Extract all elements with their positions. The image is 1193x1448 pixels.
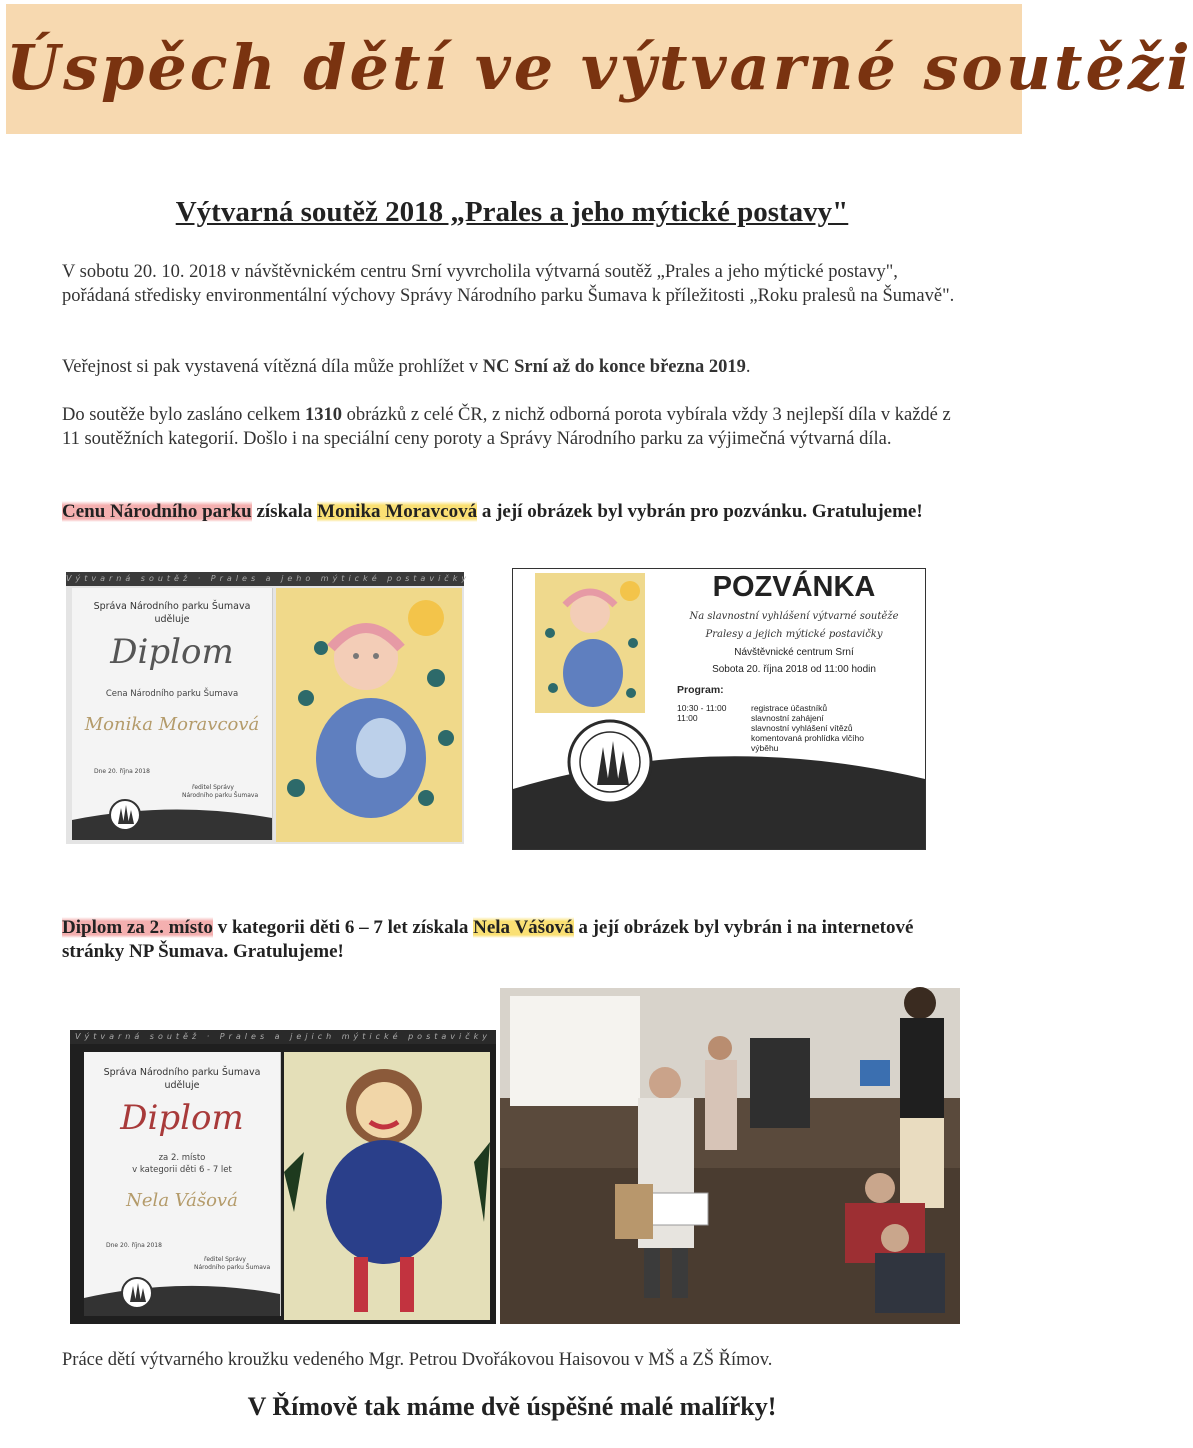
p5-end: a její obrázek byl vybrán i na internetové stránky NP Šumava. Gratulujeme! bbox=[62, 917, 914, 962]
invitation-venue: Návštěvnické centrum Srní bbox=[734, 647, 854, 658]
highlight-winner-1: Monika Moravcová bbox=[317, 501, 478, 522]
program-time-1: 10:30 - 11:00 bbox=[677, 703, 727, 713]
diploma-photo-2 bbox=[70, 1030, 496, 1324]
invitation-heading: POZVÁNKA bbox=[712, 571, 876, 603]
program-item-5: výběhu bbox=[751, 743, 779, 753]
diploma-verb: uděluje bbox=[154, 614, 190, 625]
paragraph-intro: V sobotu 20. 10. 2018 v návštěvnickém centru Srní vyvrcholila výtvarná soutěž „Prales a jeho mýtické postavy", pořádaná středisky environmentální výchovy Správy Národního parku Šumava k příležitosti „Roku pralesů na Šumavě". bbox=[62, 262, 955, 306]
program-item-3: slavnostní vyhlášení vítězů bbox=[751, 723, 853, 733]
p4-mid: získala bbox=[251, 501, 318, 522]
program-item-4: komentovaná prohlídka vlčího bbox=[751, 733, 864, 743]
diploma2-sign-1: ředitel Správy bbox=[204, 1256, 246, 1263]
p3-end: obrázků z celé ČR, z nichž odborná porota vybírala vždy 3 nejlepší díla v každé z 11 soutěžních kategorií. Došlo i na speciální ceny poroty a Správy Národního parku za výjimečná výtvarná díla. bbox=[62, 405, 951, 449]
p3-count: 1310 bbox=[304, 405, 342, 425]
child-painting-1 bbox=[276, 588, 462, 842]
invitation-program-label: Program: bbox=[677, 684, 724, 696]
diploma2-category: v kategorii děti 6 - 7 let bbox=[132, 1165, 232, 1175]
article-title: Výtvarná soutěž 2018 „Prales a jeho mýtické postavy" bbox=[175, 196, 849, 228]
invitation-line-1: Na slavnostní vyhlášení výtvarné soutěže bbox=[689, 611, 899, 622]
p2-bold: NC Srní až do konce března 2019 bbox=[482, 357, 746, 377]
invitation-line-2: Pralesy a jejich mýtické postavičky bbox=[705, 629, 883, 640]
park-seal-icon bbox=[567, 719, 653, 805]
park-logo-icon-2 bbox=[120, 1276, 154, 1310]
diploma2-date: Dne 20. října 2018 bbox=[106, 1242, 162, 1249]
p3-text: Do soutěže bylo zasláno celkem bbox=[62, 405, 305, 425]
paragraph-exhibition bbox=[62, 355, 962, 379]
p2-end: . bbox=[745, 357, 751, 377]
paragraph-stats bbox=[62, 403, 962, 451]
highlight-award-1: Cenu Národního parku bbox=[62, 501, 252, 522]
program-item-2: slavnostní zahájení bbox=[751, 713, 824, 723]
program-time-2: 11:00 bbox=[677, 713, 698, 723]
program-item-1: registrace účastníků bbox=[751, 703, 828, 713]
highlight-award-2: Diplom za 2. místo bbox=[62, 917, 213, 938]
child-painting-2 bbox=[284, 1052, 490, 1320]
event-photo bbox=[500, 988, 960, 1324]
diploma-subtitle: Cena Národního parku Šumava bbox=[105, 689, 239, 699]
park-logo-icon bbox=[108, 798, 142, 832]
diploma-photo-1 bbox=[66, 572, 471, 844]
diploma-org: Správa Národního parku Šumava bbox=[93, 601, 251, 612]
invitation-card bbox=[512, 568, 926, 850]
highlight-winner-2: Nela Vášová bbox=[473, 917, 574, 938]
p2-text: Veřejnost si pak vystavená vítězná díla může prohlížet v bbox=[62, 357, 483, 377]
diploma-strip: Výtvarná soutěž · Prales a jeho mýtické postavičky bbox=[66, 572, 464, 586]
diploma-card-2 bbox=[84, 1052, 281, 1316]
diploma2-title: Diplom bbox=[120, 1098, 244, 1138]
diploma2-verb: uděluje bbox=[164, 1080, 200, 1091]
diploma2-sign-2: Národního parku Šumava bbox=[194, 1264, 271, 1271]
diploma2-recipient: Nela Vášová bbox=[126, 1190, 238, 1211]
invitation-painting bbox=[535, 573, 645, 713]
diploma2-wave bbox=[84, 1276, 280, 1316]
banner-title: Úspěch dětí ve výtvarné soutěži bbox=[6, 31, 1193, 104]
diploma-sign-2: Národního parku Šumava bbox=[182, 792, 259, 799]
diploma-title: Diplom bbox=[110, 632, 234, 672]
paragraph-award-2 bbox=[62, 916, 962, 964]
paragraph-award-1 bbox=[62, 500, 962, 524]
p4-end: a její obrázek byl vybrán pro pozvánku. Gratulujeme! bbox=[477, 501, 923, 522]
diploma-date: Dne 20. října 2018 bbox=[94, 768, 150, 775]
diploma-sign-1: ředitel Správy bbox=[192, 784, 234, 791]
diploma2-place: za 2. místo bbox=[158, 1153, 206, 1163]
footer-note: Práce dětí výtvarného kroužku vedeného Mgr. Petrou Dvořákovou Haisovou v MŠ a ZŠ Římov. bbox=[62, 1350, 773, 1370]
p5-mid: v kategorii děti 6 – 7 let získala bbox=[212, 917, 474, 938]
diploma-strip-2: Výtvarná soutěž · Prales a jejich mýtické postavičky bbox=[70, 1030, 496, 1044]
diploma-card-1 bbox=[72, 588, 273, 840]
closing-statement: V Římově tak máme dvě úspěšné malé malířky! bbox=[247, 1392, 777, 1421]
invitation-date: Sobota 20. října 2018 od 11:00 hodin bbox=[712, 664, 876, 675]
diploma-wave bbox=[72, 800, 272, 840]
diploma2-org: Správa Národního parku Šumava bbox=[103, 1067, 261, 1078]
diploma-recipient: Monika Moravcová bbox=[84, 714, 260, 735]
